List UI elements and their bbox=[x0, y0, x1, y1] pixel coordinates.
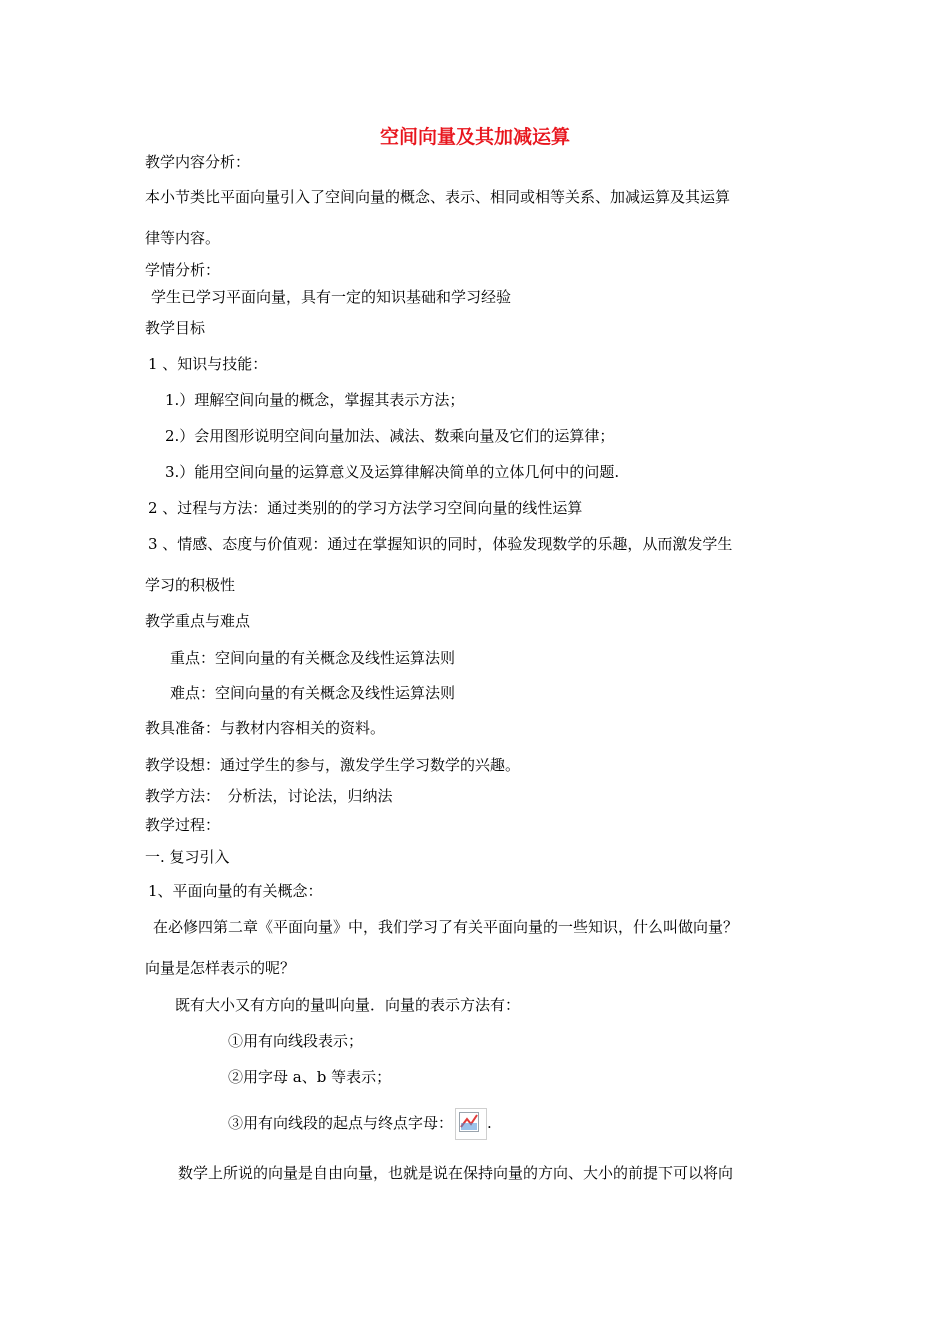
list-item: 1 、知识与技能： bbox=[148, 355, 268, 373]
section-heading-review: 一. 复习引入 bbox=[145, 848, 230, 866]
paragraph-line: 向量是怎样表示的呢？ bbox=[145, 959, 296, 977]
section-heading-objectives: 教学目标 bbox=[145, 319, 206, 337]
paragraph-line: 律等内容。 bbox=[145, 229, 221, 247]
list-item: 难点：空间向量的有关概念及线性运算法则 bbox=[170, 684, 456, 702]
paragraph-line: 教学方法： 分析法，讨论法，归纳法 bbox=[145, 787, 393, 805]
list-item: 1.）理解空间向量的概念，掌握其表示方法； bbox=[165, 391, 465, 409]
list-item: 2 、过程与方法：通过类别的的学习方法学习空间向量的线性运算 bbox=[148, 499, 583, 517]
paragraph-line: 数学上所说的向量是自由向量，也就是说在保持向量的方向、大小的前提下可以将向 bbox=[178, 1164, 734, 1182]
section-heading-student-analysis: 学情分析： bbox=[145, 261, 221, 279]
section-heading-content-analysis: 教学内容分析： bbox=[145, 153, 251, 171]
list-item: ①用有向线段表示； bbox=[228, 1032, 364, 1050]
paragraph-line: 既有大小又有方向的量叫向量．向量的表示方法有： bbox=[175, 996, 521, 1014]
list-item: 3.）能用空间向量的运算意义及运算律解决简单的立体几何中的问题. bbox=[165, 463, 620, 481]
paragraph-line: 本小节类比平面向量引入了空间向量的概念、表示、相同或相等关系、加减运算及其运算 bbox=[145, 188, 731, 206]
list-item: 重点：空间向量的有关概念及线性运算法则 bbox=[170, 649, 456, 667]
list-item-text: ③用有向线段的起点与终点字母： bbox=[228, 1114, 454, 1132]
paragraph-line: 学习的积极性 bbox=[145, 576, 236, 594]
list-item: 1、平面向量的有关概念： bbox=[148, 882, 323, 900]
list-item: 2.）会用图形说明空间向量加法、减法、数乘向量及它们的运算律； bbox=[165, 427, 615, 445]
paragraph-line: 学生已学习平面向量，具有一定的知识基础和学习经验 bbox=[151, 288, 512, 306]
section-heading-key-points: 教学重点与难点 bbox=[145, 612, 251, 630]
paragraph-line: 教具准备：与教材内容相关的资料。 bbox=[145, 719, 386, 737]
paragraph-line: 在必修四第二章《平面向量》中，我们学习了有关平面向量的一些知识，什么叫做向量？ bbox=[153, 918, 739, 936]
list-item: ②用字母 a、b 等表示； bbox=[228, 1068, 392, 1086]
list-item-period: . bbox=[487, 1114, 492, 1132]
section-heading-process: 教学过程： bbox=[145, 816, 221, 834]
list-item: 3 、情感、态度与价值观：通过在掌握知识的同时，体验发现数学的乐趣，从而激发学生 bbox=[148, 535, 733, 553]
list-item bbox=[228, 1108, 492, 1140]
document-title: 空间向量及其加减运算 bbox=[379, 126, 570, 148]
paragraph-line: 教学设想：通过学生的参与，激发学生学习数学的兴趣。 bbox=[145, 756, 521, 774]
broken-image-icon bbox=[455, 1108, 487, 1140]
